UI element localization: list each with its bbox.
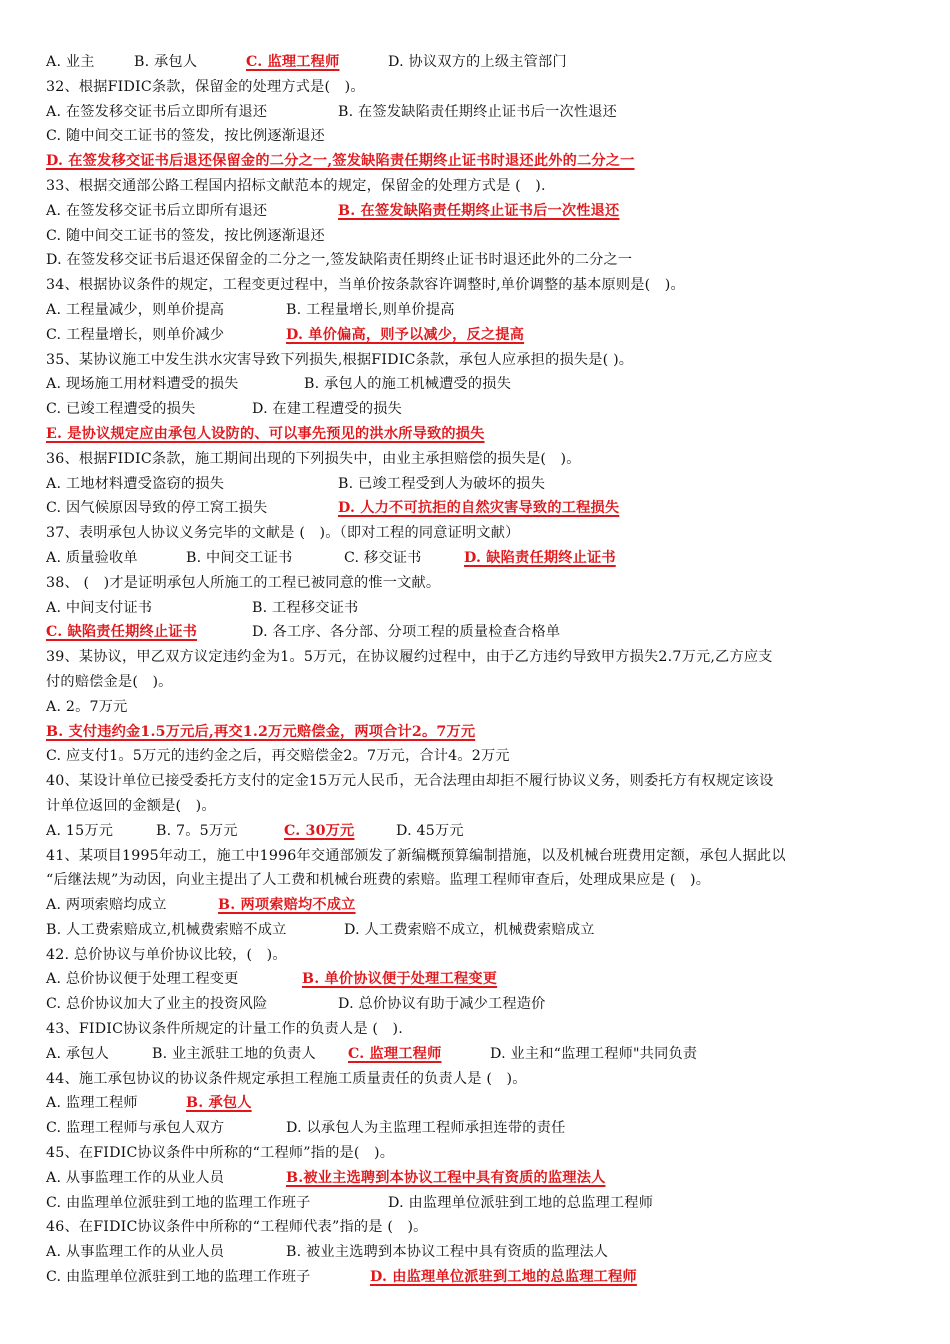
text-line [46, 670, 912, 695]
question-text: A. 现场施工用材料遭受的损失 [46, 376, 239, 393]
question-text: D. 人工费索赔不成立，机械费索赔成立 [344, 921, 595, 938]
text-line [46, 521, 912, 546]
answer-text: B. 承包人 [186, 1095, 252, 1112]
question-text: A. 从事监理工作的从业人员 [46, 1244, 225, 1261]
question-text: B. 业主派驻工地的负责人 [152, 1045, 316, 1062]
question-text: B. 被业主选聘到本协议工程中具有资质的监理法人 [286, 1244, 609, 1261]
question-text: B. 已竣工程受到人为破坏的损失 [338, 475, 546, 492]
question-text: C. 移交证书 [344, 549, 422, 566]
answer-text: B.被业主选聘到本协议工程中具有资质的监理法人 [286, 1169, 606, 1186]
question-text: 44、施工承包协议的协议条件规定承担工程施工质量责任的负责人是 ( )。 [46, 1070, 527, 1087]
question-text: 42. 总价协议与单价协议比较，( )。 [46, 946, 287, 963]
text-line [46, 645, 912, 670]
question-text: D. 总价协议有助于减少工程造价 [338, 996, 546, 1013]
text-line [46, 174, 912, 199]
text-line [46, 273, 912, 298]
answer-text: C. 30万元 [284, 822, 355, 839]
text-line [46, 124, 912, 149]
question-text: C. 随中间交工证书的签发，按比例逐渐退还 [46, 128, 325, 145]
text-line [46, 75, 912, 100]
text-line [46, 50, 912, 75]
question-text: C. 应支付1。5万元的违约金之后，再交赔偿金2。7万元，合计4。2万元 [46, 748, 510, 765]
question-text: D. 在签发移交证书后退还保留金的二分之一,签发缺陷责任期终止证书时退还此外的二分之一 [46, 252, 633, 269]
text-line [46, 372, 912, 397]
text-line [46, 794, 912, 819]
text-line [46, 348, 912, 373]
answer-text: C. 监理工程师 [246, 54, 340, 70]
answer-text: C. 缺陷责任期终止证书 [46, 624, 198, 641]
question-text: C. 由监理单位派驻到工地的监理工作班子 [46, 1269, 311, 1286]
question-text: 33、根据交通部公路工程国内招标文献范本的规定，保留金的处理方式是 ( ). [46, 177, 546, 194]
text-line [46, 546, 912, 571]
text-line [46, 1042, 912, 1067]
answer-text: D. 人力不可抗拒的自然灾害导致的工程损失 [338, 500, 620, 517]
text-line [46, 1191, 912, 1216]
answer-text: D. 由监理单位派驻到工地的总监理工程师 [370, 1269, 637, 1286]
text-line [46, 1215, 912, 1240]
question-text: 46、在FIDIC协议条件中所称的“工程师代表”指的是 ( )。 [46, 1219, 428, 1236]
question-text: “后继法规”为动因，向业主提出了人工费和机械台班费的索赔。监理工程师审查后，处理成果应是 ( )。 [46, 872, 711, 889]
question-text: D. 协议双方的上级主管部门 [388, 54, 567, 70]
question-text: C. 总价协议加大了业主的投资风险 [46, 996, 268, 1013]
question-text: 39、某协议，甲乙双方议定违约金为1。5万元，在协议履约过程中，由于乙方违约导致甲方损失2.7万元,乙方应支 [46, 649, 773, 666]
question-text: 37、表明承包人协议义务完毕的文献是 ( )。（即对工程的同意证明文献） [46, 525, 520, 542]
text-line [46, 844, 912, 869]
text-line [46, 695, 912, 720]
question-text: D. 以承包人为主监理工程师承担连带的责任 [286, 1120, 566, 1137]
question-text: C. 已竣工程遭受的损失 [46, 401, 196, 418]
document-body [46, 50, 912, 1290]
question-text: A. 质量验收单 [46, 549, 138, 566]
text-line [46, 1166, 912, 1191]
question-text: 34、根据协议条件的规定，工程变更过程中，当单价按条款容许调整时,单价调整的基本原则是( )。 [46, 277, 685, 294]
question-text: 43、FIDIC协议条件所规定的计量工作的负责人是 ( ). [46, 1021, 403, 1038]
question-text: B. 承包人的施工机械遭受的损失 [304, 376, 512, 393]
text-line [46, 100, 912, 125]
text-line [46, 323, 912, 348]
text-line [46, 992, 912, 1017]
text-line [46, 744, 912, 769]
question-text: A. 业主 [46, 54, 95, 70]
text-line [46, 918, 912, 943]
question-text: D. 在建工程遭受的损失 [252, 401, 402, 418]
question-text: A. 从事监理工作的从业人员 [46, 1169, 225, 1186]
answer-text: B. 两项索赔均不成立 [218, 897, 356, 914]
text-line [46, 893, 912, 918]
question-text: D. 各工序、各分部、分项工程的质量检查合格单 [252, 624, 561, 641]
question-text: D. 由监理单位派驻到工地的总监理工程师 [388, 1194, 654, 1211]
text-line [46, 943, 912, 968]
question-text: B. 人工费索赔成立,机械费索赔不成立 [46, 921, 287, 938]
text-line [46, 496, 912, 521]
question-text: 41、某项目1995年动工，施工中1996年交通部颁发了新编概预算编制措施，以及机械台班费用定额，承包人据此以 [46, 847, 786, 864]
question-text: 付的赔偿金是( )。 [46, 673, 173, 690]
question-text: C. 随中间交工证书的签发，按比例逐渐退还 [46, 227, 325, 244]
answer-text: B. 单价协议便于处理工程变更 [302, 971, 498, 988]
text-line [46, 472, 912, 497]
answer-text: B. 在签发缺陷责任期终止证书后一次性退还 [338, 202, 620, 219]
text-line [46, 224, 912, 249]
text-line [46, 571, 912, 596]
question-text: C. 工程量增长，则单价减少 [46, 326, 225, 343]
text-line [46, 149, 912, 174]
text-line [46, 720, 912, 745]
question-text: A. 在签发移交证书后立即所有退还 [46, 202, 268, 219]
question-text: A. 15万元 [46, 822, 114, 839]
question-text: A. 工地材料遭受盗窃的损失 [46, 475, 225, 492]
text-line [46, 819, 912, 844]
text-line [46, 1116, 912, 1141]
question-text: A. 2。7万元 [46, 698, 128, 715]
question-text: 36、根据FIDIC条款，施工期间出现的下列损失中，由业主承担赔偿的损失是( )。 [46, 450, 581, 467]
question-text: 32、根据FIDIC条款，保留金的处理方式是( )。 [46, 78, 365, 95]
answer-text: D. 缺陷责任期终止证书 [464, 549, 616, 566]
question-text: 计单位返回的金额是( )。 [46, 797, 216, 814]
question-text: D. 45万元 [396, 822, 464, 839]
question-text: 38、 ( )才是证明承包人所施工的工程已被同意的惟一文献。 [46, 574, 441, 591]
question-text: B. 工程量增长,则单价提高 [286, 301, 455, 318]
text-line [46, 199, 912, 224]
text-line [46, 397, 912, 422]
question-text: 45、在FIDIC协议条件中所称的“工程师”指的是( )。 [46, 1145, 395, 1162]
text-line [46, 1265, 912, 1290]
text-line [46, 967, 912, 992]
text-line [46, 298, 912, 323]
question-text: D. 业主和“监理工程师"共同负责 [490, 1045, 698, 1062]
question-text: A. 承包人 [46, 1045, 110, 1062]
answer-text: B. 支付违约金1.5万元后,再交1.2万元赔偿金，两项合计2。7万元 [46, 723, 476, 740]
question-text: A. 监理工程师 [46, 1095, 138, 1112]
text-line [46, 868, 912, 893]
question-text: 35、某协议施工中发生洪水灾害导致下列损失,根据FIDIC条款，承包人应承担的损失是( )。 [46, 351, 634, 368]
question-text: B. 承包人 [134, 54, 198, 70]
text-line [46, 1141, 912, 1166]
text-line [46, 1067, 912, 1092]
question-text: B. 中间交工证书 [186, 549, 293, 566]
question-text: A. 两项索赔均成立 [46, 897, 167, 914]
text-line [46, 422, 912, 447]
question-text: C. 监理工程师与承包人双方 [46, 1120, 225, 1137]
question-text: B. 7。5万元 [156, 822, 238, 839]
answer-text: D. 单价偏高，则予以减少，反之提高 [286, 326, 525, 343]
text-line [46, 447, 912, 472]
question-text: A. 中间支付证书 [46, 599, 153, 616]
question-text: A. 工程量减少，则单价提高 [46, 301, 225, 318]
question-text: B. 在签发缺陷责任期终止证书后一次性退还 [338, 103, 618, 120]
text-line [46, 620, 912, 645]
question-text: A. 在签发移交证书后立即所有退还 [46, 103, 268, 120]
question-text: B. 工程移交证书 [252, 599, 359, 616]
text-line [46, 248, 912, 273]
answer-text: D. 在签发移交证书后退还保留金的二分之一,签发缺陷责任期终止证书时退还此外的二分之一 [46, 153, 635, 170]
text-line [46, 596, 912, 621]
text-line [46, 769, 912, 794]
answer-text: E. 是协议规定应由承包人设防的、可以事先预见的洪水所导致的损失 [46, 425, 485, 442]
question-text: A. 总价协议便于处理工程变更 [46, 971, 239, 988]
question-text: C. 由监理单位派驻到工地的监理工作班子 [46, 1194, 311, 1211]
answer-text: C. 监理工程师 [348, 1045, 442, 1062]
text-line [46, 1091, 912, 1116]
question-text: C. 因气候原因导致的停工窝工损失 [46, 500, 268, 517]
text-line [46, 1240, 912, 1265]
text-line [46, 1017, 912, 1042]
question-text: 40、某设计单位已接受委托方支付的定金15万元人民币，无合法理由却拒不履行协议义务，则委托方有权规定该设 [46, 773, 774, 790]
